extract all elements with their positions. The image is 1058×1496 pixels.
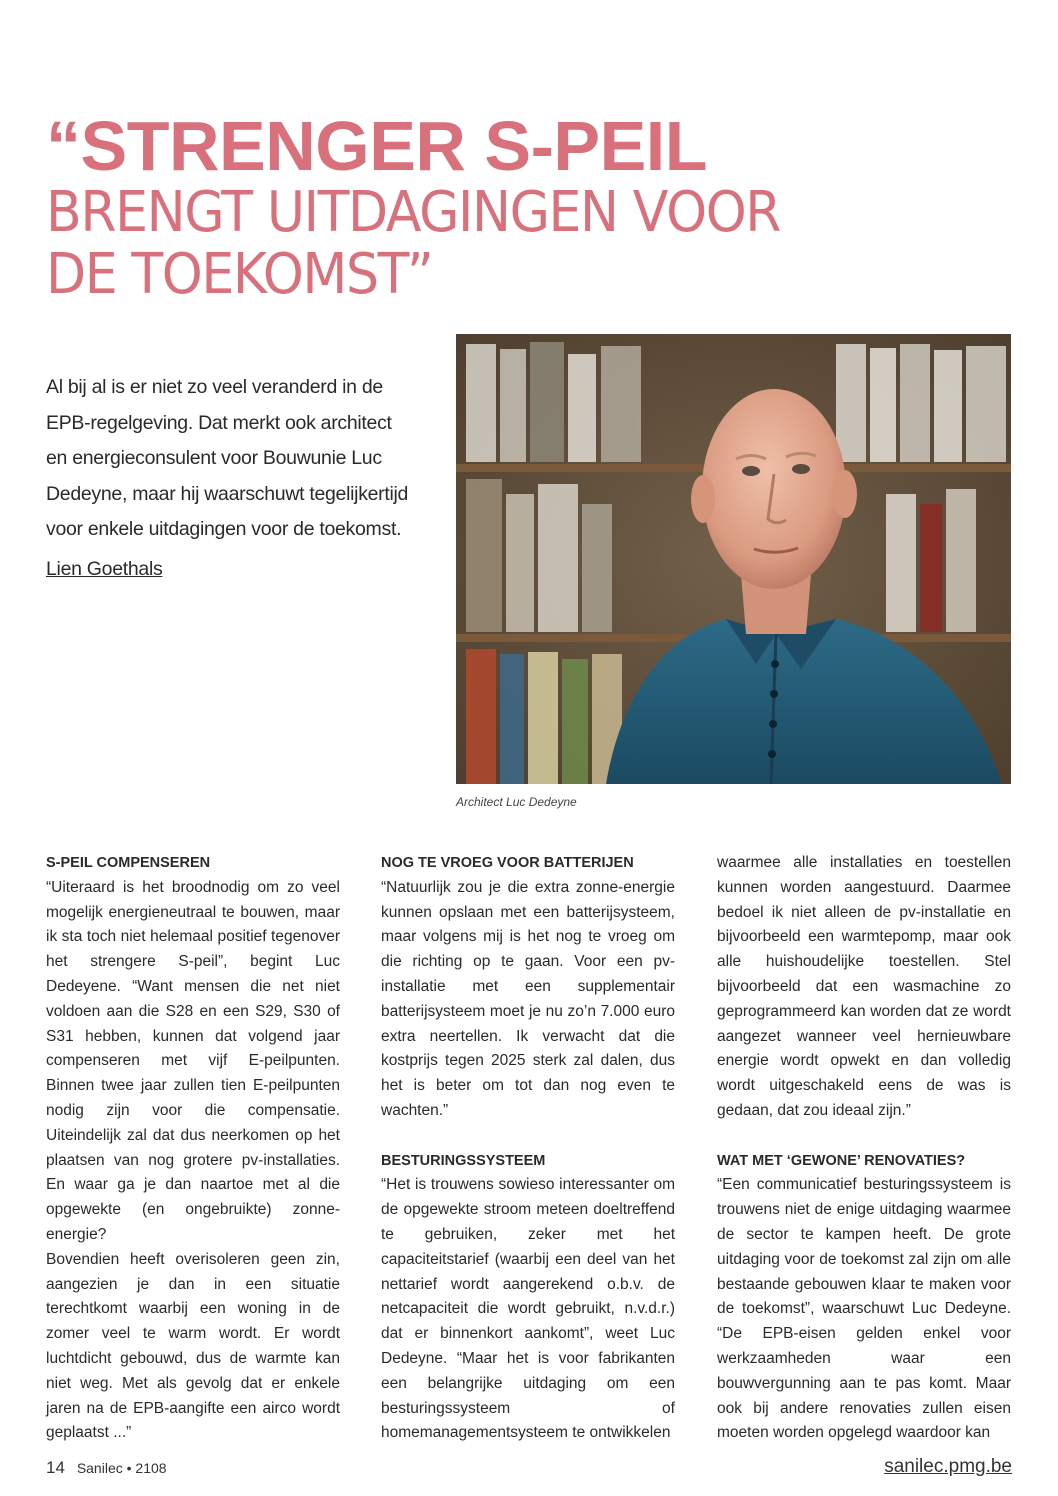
paragraph: “Uiteraard is het broodnodig om zo veel mogelijk energieneutraal te bouwen, maar ik sta toch niet helemaal positief tegenover het strengere S-peil”, begint Luc Dedeyene. “Want mensen die net niet voldoen aan die S28 en een S29, S30 of S31 hebben, kunnen dat volgend jaar compenseren met vijf E-peilpunten. Binnen twee jaar zullen tien E-peilpunten nodig zijn voor die compensatie. Uiteindelijk zal dat dus neerkomen op het plaatsen van nog grotere pv-installaties. En waar ga je dan naartoe met al die opgewekte (en ongebruikte) zonne-energie? (46, 878, 340, 1243)
page-number: 14 (46, 1458, 65, 1477)
article-intro (46, 370, 416, 548)
headline-line-3: DE TOEKOMST” (46, 242, 433, 307)
section-heading-s-peil: S-PEIL COMPENSEREN (46, 855, 211, 871)
headline-line-2: BRENGT UITDAGINGEN VOOR (46, 180, 781, 245)
section-heading-batterijen: NOG TE VROEG VOOR BATTERIJEN (381, 855, 634, 871)
website-link[interactable]: sanilec.pmg.be (884, 1456, 1012, 1477)
magazine-issue: Sanilec • 2108 (76, 1460, 167, 1476)
paragraph: “Het is trouwens sowieso interessanter om de opgewekte stroom meteen doeltreffend te gebruiken, zeker met het capaciteitstarief (waarbij een deel van het nettarief wordt aangerekend o.b.v. de netcapaciteit die wordt gebruikt, n.v.d.r.) dat er binnenkort aankomt”, weet Luc Dedeyne. “Maar het is voor fabrikanten een belangrijke uitdaging om een besturingssysteem of homemanagementsysteem te ontwikkelen (381, 1176, 675, 1442)
author-link[interactable]: Lien Goethals (46, 558, 163, 580)
portrait-photo (456, 334, 1011, 784)
paragraph: Bovendien heeft overisoleren geen zin, aangezien je dan in een situatie terechtkomt waarbij een woning in de zomer veel te warm wordt. Er wordt luchtdicht gebouwd, dus de warmte kan niet weg. Met als gevolg dat er enkele jaren na de EPB-aangifte een airco wordt geplaatst ...” (46, 1250, 340, 1442)
column-1 (46, 851, 340, 1446)
section-heading-besturingssysteem: BESTURINGSSYSTEEM (381, 1152, 546, 1169)
photo-caption: Architect Luc Dedeyne (456, 795, 577, 809)
paragraph: “Natuurlijk zou je die extra zonne-energie kunnen opslaan met een batterijsysteem, maar volgens mij is het nog te vroeg om die richting op te gaan. Voor een pv-installatie met een supplementair batterijsysteem moet je nu zo’n 7.000 euro extra neertellen. Ik verwacht dat die kostprijs tegen 2025 sterk zal dalen, dus het is beter om tot dan nog even te wachten.” (381, 878, 675, 1119)
headline-line-1: “STRENGER S-PEIL (46, 107, 707, 185)
section-heading-renovaties: WAT MET ‘GEWONE’ RENOVATIES? (717, 1152, 966, 1169)
paragraph: “Een communicatief besturingssysteem is trouwens niet de enige uitdaging waarmee de sector te kampen heeft. De grote uitdaging voor de toekomst zal zijn om alle bestaande gebouwen klaar te maken voor de toekomst”, waarschuwt Luc Dedeyne. “De EPB-eisen gelden enkel voor werkzaamheden waar een bouwvergunning aan te pas komt. Maar ook bij andere renovaties zullen eisen moeten worden opgelegd waardoor kan (717, 1176, 1011, 1442)
intro-text: Al bij al is er niet zo veel veranderd in de EPB-regelgeving. Dat merkt ook architect en energieconsulent voor Bouwunie Luc Dedeyne, maar hij waarschuwt tegelijkertijd voor enkele uitdagingen voor de toekomst. (46, 376, 409, 540)
page-footer (46, 1458, 167, 1478)
article-headline (46, 107, 835, 307)
paragraph: waarmee alle installaties en toestellen kunnen worden aangestuurd. Daarmee bedoel ik niet alleen de pv-installatie en bijvoorbeeld een warmtepomp, maar ook alle huishoudelijke toestellen. Stel bijvoorbeeld dat een wasmachine zo geprogrammeerd kan worden dat ze wordt aangezet wanneer veel hernieuwbare energie wordt opwekt en dan volledig wordt uitgeschakeld eens de was is gedaan, dat zou ideaal zijn.” (717, 854, 1011, 1119)
column-2 (381, 851, 675, 1446)
column-3 (717, 851, 1011, 1446)
